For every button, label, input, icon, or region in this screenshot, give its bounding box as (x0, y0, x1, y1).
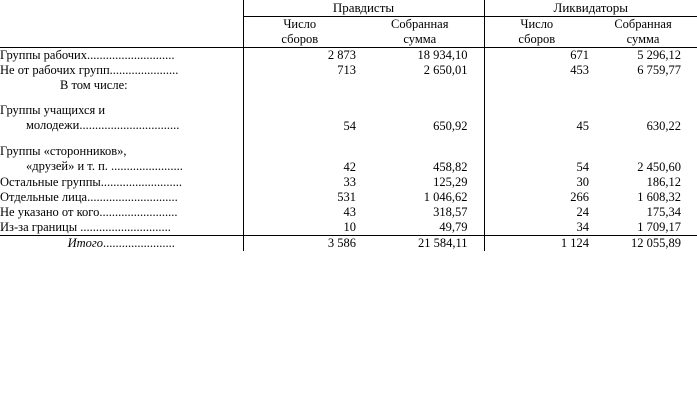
subheader-count-likvidatory (484, 17, 589, 48)
cell-sum-likvidatory (589, 78, 697, 93)
subheader-sum-likvidatory (589, 17, 697, 48)
cell-sum-likvidatory: 630,22 (646, 118, 682, 133)
subheader-line1: Собранная (614, 17, 672, 31)
cell-count-pravdisty: 531 (337, 189, 356, 204)
subheader-corner-blank (0, 17, 243, 48)
total-count-likvidatory: 1 124 (484, 235, 589, 251)
row-label-dots: ............................ (87, 47, 175, 62)
table-row (0, 205, 697, 220)
total-label (0, 235, 243, 251)
subheader-line1: Число (520, 17, 554, 31)
table-row (0, 47, 697, 63)
table-subsection-header (0, 78, 697, 93)
row-label-text: Группы учащихся и (0, 103, 106, 117)
row-label-dots: ...................... (109, 62, 179, 77)
cell-count-likvidatory: 24 (484, 205, 589, 220)
cell-sum-likvidatory: 175,34 (646, 204, 682, 219)
cell-sum-likvidatory: 1 709,17 (589, 220, 697, 236)
row-label-dots: ............................. (87, 189, 178, 204)
cell-sum-pravdisty: 18 934,10 (417, 47, 468, 62)
cell-count-likvidatory: 45 (484, 93, 589, 134)
cell-count-pravdisty: 42 (343, 159, 356, 174)
row-label-text: Группы «сторонников», (0, 144, 127, 158)
row-label (0, 205, 243, 220)
subheader-line1: Собранная (391, 17, 449, 31)
cell-count-pravdisty: 54 (343, 118, 356, 133)
subheader-line2: сумма (403, 31, 437, 46)
cell-count-pravdisty: 2 873 (327, 47, 356, 62)
table-header-groups (0, 0, 697, 17)
cell-sum-pravdisty: 458,82 (433, 159, 468, 174)
cell-sum-pravdisty: 650,92 (433, 118, 468, 133)
subheader-count-pravdisty (243, 17, 356, 48)
subheader-line2: сборов (281, 31, 319, 46)
cell-count-likvidatory: 453 (484, 63, 589, 78)
total-label-text: Итого (67, 235, 104, 250)
row-label-dots: .......................... (100, 174, 183, 189)
row-label (0, 134, 243, 175)
table-row (0, 134, 697, 175)
subheader-line2: сумма (626, 31, 660, 46)
cell-sum-pravdisty: 49,79 (356, 220, 484, 236)
group-header-likvidatory: Ликвидаторы (484, 0, 697, 17)
total-count-pravdisty: 3 586 (327, 235, 356, 250)
total-sum-pravdisty: 21 584,11 (417, 235, 468, 250)
cell-count-likvidatory: 34 (484, 220, 589, 236)
row-label-text: В том числе: (60, 77, 128, 92)
row-label (0, 47, 243, 63)
row-label (0, 78, 243, 93)
total-label-dots: ....................... (103, 235, 175, 250)
row-label-text: Группы рабочих (0, 47, 87, 62)
row-label-text: Отдельные лица (0, 189, 88, 204)
table-row (0, 190, 697, 205)
subheader-line1: Число (283, 17, 317, 31)
cell-sum-pravdisty: 318,57 (433, 204, 468, 219)
cell-count-pravdisty: 33 (343, 174, 356, 189)
table-row (0, 175, 697, 190)
group-header-pravdisty: Правдисты (243, 0, 484, 17)
row-label-dots: ......................... (99, 204, 178, 219)
subheader-line2: сборов (518, 31, 556, 46)
row-label (0, 175, 243, 190)
table-row (0, 63, 697, 78)
row-label-text-2: молодежи (26, 118, 80, 133)
cell-count-pravdisty (243, 78, 356, 93)
header-corner-blank (0, 0, 243, 17)
row-label (0, 220, 243, 236)
cell-sum-likvidatory: 2 450,60 (637, 159, 682, 174)
row-label (0, 63, 243, 78)
table-row (0, 93, 697, 134)
table-row (0, 220, 697, 236)
cell-count-likvidatory: 671 (484, 47, 589, 63)
row-label-dots: ................................ (79, 118, 180, 133)
cell-count-pravdisty: 713 (337, 62, 356, 77)
row-label-text: Остальные группы (0, 174, 101, 189)
cell-count-likvidatory (484, 78, 589, 93)
cell-sum-likvidatory: 5 296,12 (637, 47, 682, 62)
table-header-subcolumns (0, 17, 697, 48)
row-label-text: Из-за границы (0, 219, 78, 234)
cell-sum-pravdisty (356, 78, 484, 93)
row-label-text: Не указано от кого (0, 204, 100, 219)
cell-count-pravdisty: 43 (343, 204, 356, 219)
row-label (0, 190, 243, 205)
cell-sum-pravdisty: 2 650,01 (423, 62, 468, 77)
cell-count-pravdisty: 10 (243, 220, 356, 236)
cell-sum-likvidatory: 1 608,32 (637, 189, 682, 204)
cell-sum-pravdisty: 125,29 (433, 174, 468, 189)
cell-sum-pravdisty: 1 046,62 (423, 189, 468, 204)
subheader-sum-pravdisty (356, 17, 484, 48)
cell-count-likvidatory: 266 (484, 190, 589, 205)
row-label-dots: ............................. (77, 219, 171, 234)
row-label (0, 93, 243, 134)
row-label-text-2: «друзей» и т. п. (26, 159, 108, 174)
row-label-text: Не от рабочих групп (0, 62, 110, 77)
cell-count-likvidatory: 30 (484, 175, 589, 190)
cell-sum-likvidatory: 6 759,77 (637, 62, 682, 77)
cell-sum-likvidatory: 186,12 (646, 174, 682, 189)
cell-count-likvidatory: 54 (484, 134, 589, 175)
total-sum-likvidatory: 12 055,89 (631, 235, 682, 250)
row-label-dots: ....................... (107, 159, 183, 174)
table-total-row (0, 235, 697, 251)
